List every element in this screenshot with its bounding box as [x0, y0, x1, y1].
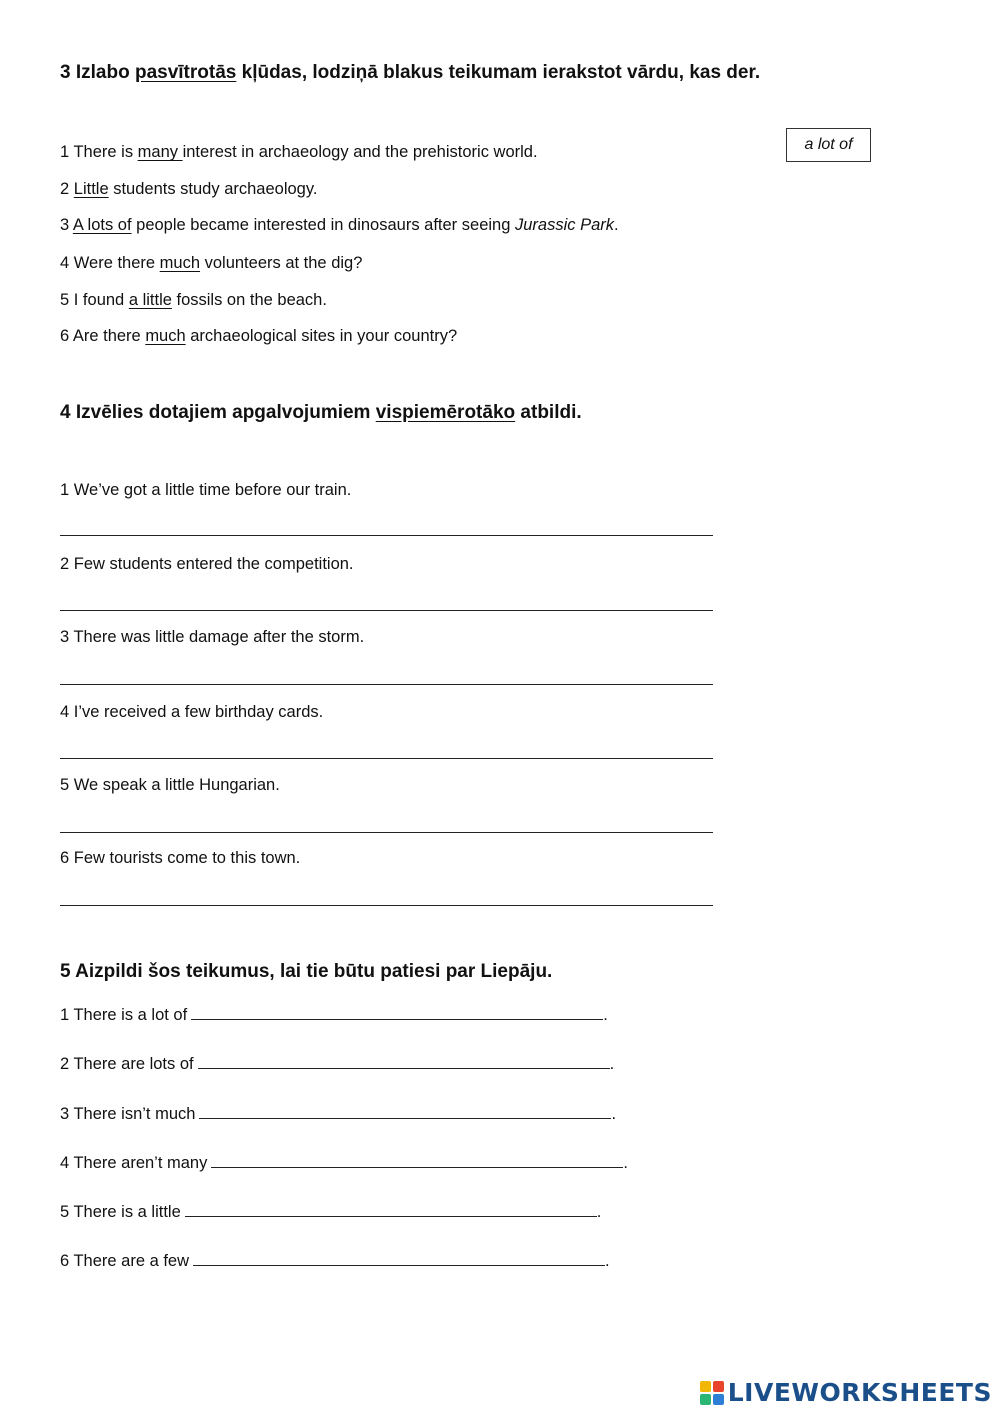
s4-statement-4: 4 I’ve received a few birthday cards. [60, 703, 324, 721]
logo-square-3 [700, 1394, 711, 1405]
s5-sentence-5: 5 There is a little . [60, 1200, 601, 1222]
s5-sentence-1: 1 There is a lot of . [60, 1003, 608, 1025]
s4-answer-line-6[interactable] [60, 905, 713, 906]
s3-sentence-5: 5 I found a little fossils on the beach. [60, 291, 327, 309]
s5-sentence-6: 6 There are a few . [60, 1249, 610, 1271]
s5-blank-5[interactable] [185, 1200, 597, 1217]
s5-blank-2[interactable] [198, 1052, 610, 1069]
s4-statement-6: 6 Few tourists come to this town. [60, 849, 301, 867]
s3-sentence-3: 3 A lots of people became interested in dinosaurs after seeing Jurassic Park. [60, 216, 619, 234]
s4-answer-line-3[interactable] [60, 684, 713, 685]
s4-statement-2: 2 Few students entered the competition. [60, 555, 354, 573]
section-3-heading: 3 Izlabo pasvītrotās kļūdas, lodziņā blakus teikumam ierakstot vārdu, kas der. [60, 62, 761, 83]
s4-answer-line-4[interactable] [60, 758, 713, 759]
s4-answer-line-2[interactable] [60, 610, 713, 611]
s5-blank-1[interactable] [191, 1003, 603, 1020]
logo-text: LIVEWORKSHEETS [727, 1378, 992, 1407]
s4-answer-line-1[interactable] [60, 535, 713, 536]
answer-box-1[interactable] [786, 128, 871, 162]
answer-box-value: a lot of [804, 136, 853, 153]
s3-sentence-4: 4 Were there much volunteers at the dig? [60, 254, 363, 272]
s5-blank-4[interactable] [211, 1151, 623, 1168]
s5-sentence-2: 2 There are lots of . [60, 1052, 614, 1074]
section-5-heading: 5 Aizpildi šos teikumus, lai tie būtu patiesi par Liepāju. [60, 961, 553, 982]
s4-answer-line-5[interactable] [60, 832, 713, 833]
s4-statement-5: 5 We speak a little Hungarian. [60, 776, 280, 794]
s4-statement-1: 1 We’ve got a little time before our train. [60, 481, 352, 499]
logo-square-4 [713, 1394, 724, 1405]
s5-sentence-4: 4 There aren’t many . [60, 1151, 628, 1173]
s5-blank-6[interactable] [193, 1249, 605, 1266]
logo-square-1 [700, 1381, 711, 1392]
s3-sentence-1: 1 There is many interest in archaeology and the prehistoric world. [60, 143, 538, 161]
s5-sentence-3: 3 There isn’t much . [60, 1102, 616, 1124]
s3-sentence-2: 2 Little students study archaeology. [60, 180, 318, 198]
liveworksheets-logo [700, 1378, 992, 1407]
s5-blank-3[interactable] [199, 1102, 611, 1119]
s3-sentence-6: 6 Are there much archaeological sites in your country? [60, 327, 458, 345]
section-4-heading: 4 Izvēlies dotajiem apgalvojumiem vispiemērotāko atbildi. [60, 402, 582, 423]
logo-square-2 [713, 1381, 724, 1392]
s4-statement-3: 3 There was little damage after the storm. [60, 628, 365, 646]
liveworksheets-logo-icon [700, 1381, 724, 1405]
